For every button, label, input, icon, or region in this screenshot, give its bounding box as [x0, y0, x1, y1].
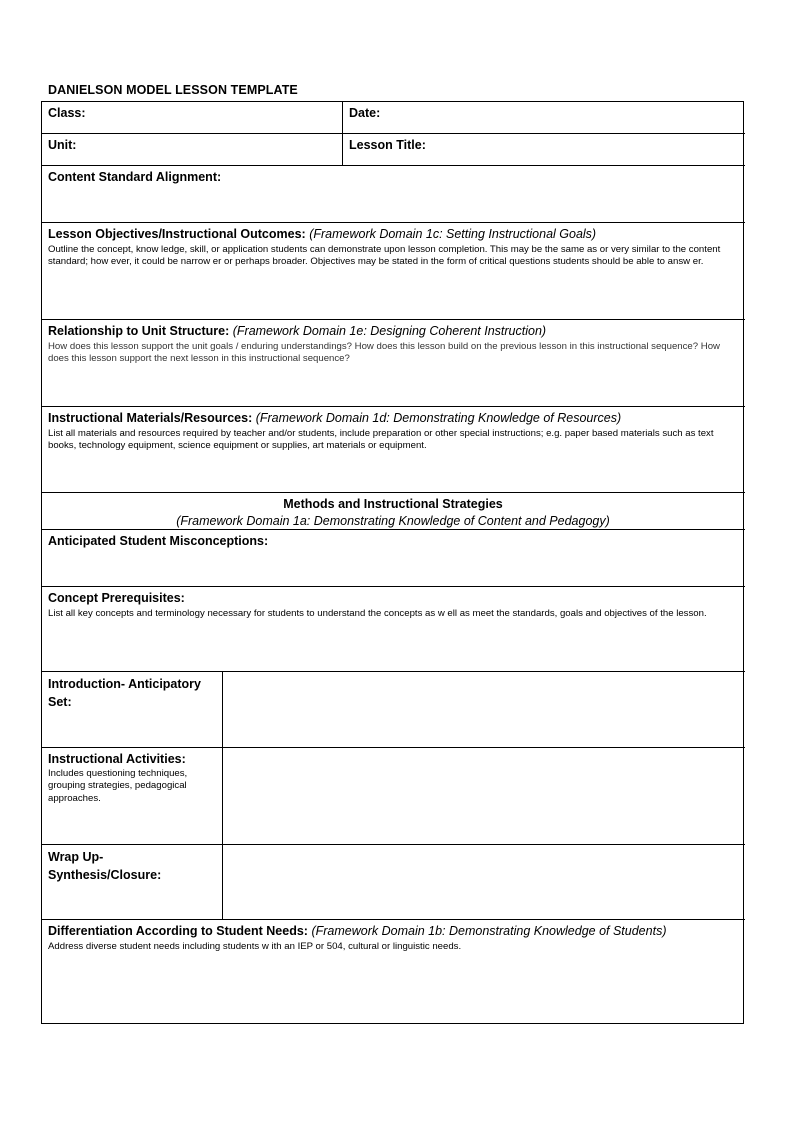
- introduction-input-cell[interactable]: [223, 672, 744, 747]
- unit-structure-section[interactable]: [48, 322, 738, 366]
- class-label: Class:: [48, 106, 86, 120]
- content-standard-section[interactable]: [48, 168, 738, 186]
- wrapup-label-line1: Wrap Up-: [48, 850, 104, 864]
- row-divider: [41, 319, 745, 320]
- activities-label-cell: [48, 750, 218, 805]
- differentiation-domain: (Framework Domain 1b: Demonstrating Knowledge of Students): [311, 924, 667, 938]
- prerequisites-label: Concept Prerequisites:: [48, 591, 185, 605]
- activities-label: Instructional Activities:: [48, 752, 186, 766]
- differentiation-label: Differentiation According to Student Needs:: [48, 924, 308, 938]
- differentiation-section[interactable]: [48, 922, 738, 953]
- column-divider: [342, 101, 343, 165]
- introduction-label-line1: Introduction- Anticipatory: [48, 677, 201, 691]
- wrapup-input-cell[interactable]: [223, 845, 744, 919]
- date-cell[interactable]: [349, 104, 739, 122]
- row-divider: [41, 529, 745, 530]
- misconceptions-label: Anticipated Student Misconceptions:: [48, 534, 269, 548]
- objectives-section[interactable]: [48, 225, 738, 269]
- unit-cell[interactable]: [48, 136, 338, 154]
- unit-structure-domain: (Framework Domain 1e: Designing Coherent Instruction): [232, 324, 547, 338]
- lesson-title-cell[interactable]: [349, 136, 739, 154]
- document-title: DANIELSON MODEL LESSON TEMPLATE: [48, 83, 298, 97]
- introduction-label-cell: [48, 675, 218, 711]
- differentiation-description: Address diverse student needs including students w ith an IEP or 504, cultural or linguistic needs.: [48, 941, 462, 952]
- materials-label: Instructional Materials/Resources:: [48, 411, 253, 425]
- objectives-domain: (Framework Domain 1c: Setting Instructional Goals): [309, 227, 597, 241]
- lesson-title-label: Lesson Title:: [349, 138, 426, 152]
- date-label: Date:: [349, 106, 381, 120]
- unit-label: Unit:: [48, 138, 77, 152]
- prerequisites-description: List all key concepts and terminology necessary for students to understand the concepts as w ell as meet the standards, goals and objectives of the lesson.: [48, 608, 707, 619]
- class-cell[interactable]: [48, 104, 338, 122]
- wrapup-label-line2: Synthesis/Closure:: [48, 868, 162, 882]
- row-divider: [41, 133, 745, 134]
- methods-heading: Methods and Instructional Strategies: [283, 497, 503, 511]
- objectives-description: Outline the concept, know ledge, skill, or application students can demonstrate upon lesson completion. This may be the same as or very similar to the content standard; how ever, it could be narrow er or perhaps broader. Objectives may be stated in the form of critical questions students should be able to answ er.: [48, 244, 721, 268]
- prerequisites-section[interactable]: [48, 589, 738, 620]
- objectives-label: Lesson Objectives/Instructional Outcomes:: [48, 227, 306, 241]
- unit-structure-description: How does this lesson support the unit goals / enduring understandings? How does this lesson build on the previous lesson in this instructional sequence? How does this lesson support the next lesson in this instructional sequence?: [48, 341, 720, 365]
- unit-structure-label: Relationship to Unit Structure:: [48, 324, 230, 338]
- activities-description: Includes questioning techniques, grouping strategies, pedagogical approaches.: [48, 768, 188, 804]
- methods-section: [42, 495, 744, 529]
- materials-section[interactable]: [48, 409, 738, 453]
- activities-input-cell[interactable]: [223, 748, 744, 844]
- misconceptions-section[interactable]: [48, 532, 738, 550]
- row-divider: [41, 492, 745, 493]
- row-divider: [41, 586, 745, 587]
- materials-domain: (Framework Domain 1d: Demonstrating Knowledge of Resources): [255, 411, 622, 425]
- row-divider: [41, 406, 745, 407]
- methods-domain: (Framework Domain 1a: Demonstrating Knowledge of Content and Pedagogy): [176, 514, 610, 528]
- row-divider: [41, 165, 745, 166]
- content-standard-label: Content Standard Alignment:: [48, 170, 222, 184]
- materials-description: List all materials and resources required by teacher and/or students, include preparation or other special instructions; e.g. paper based materials such as text books, technology equipment, science equipment or supplies, art materials or equipment.: [48, 428, 714, 452]
- row-divider: [41, 919, 745, 920]
- row-divider: [41, 222, 745, 223]
- wrapup-label-cell: [48, 848, 218, 884]
- introduction-label-line2: Set:: [48, 695, 72, 709]
